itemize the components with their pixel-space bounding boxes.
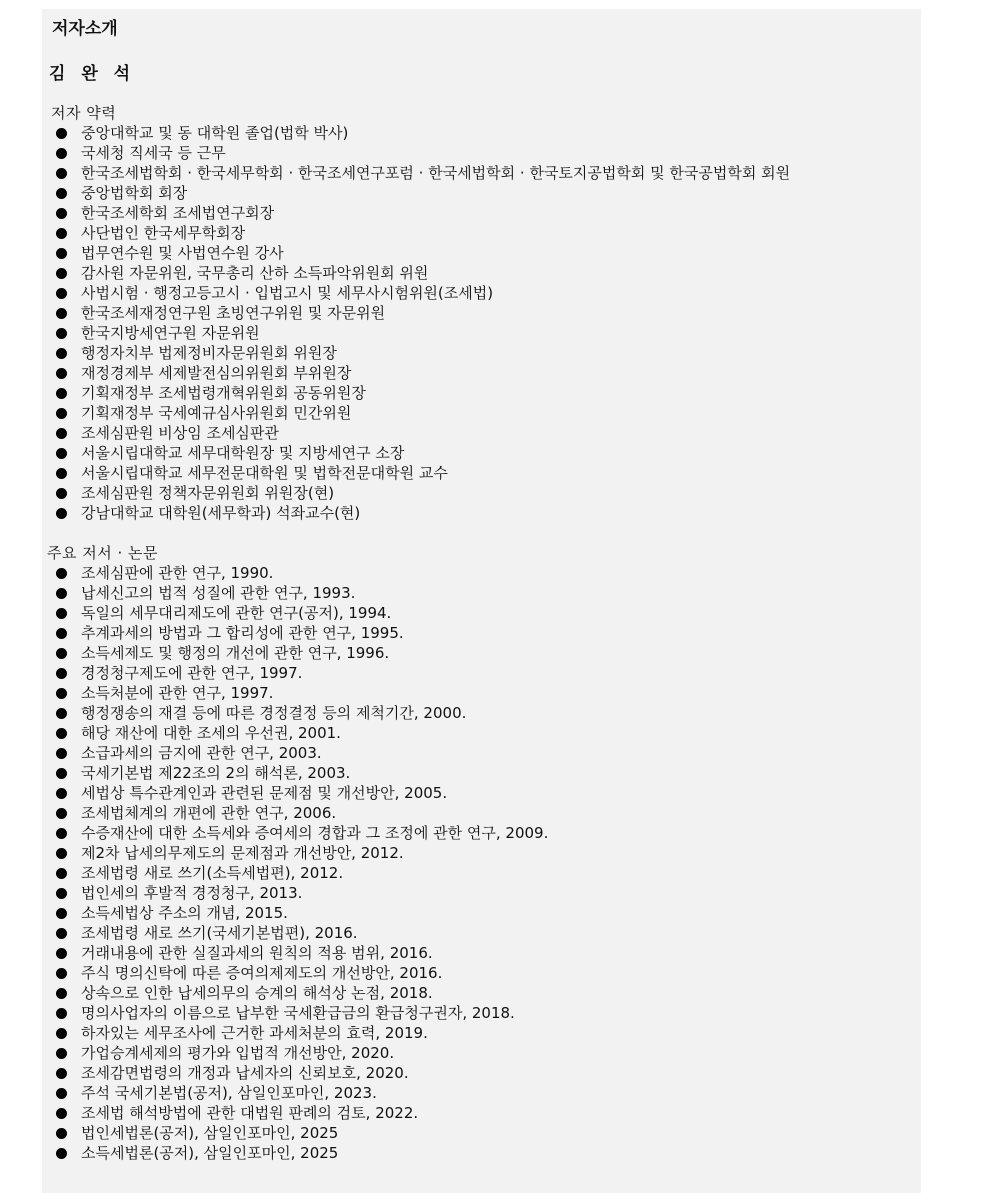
bullet-icon xyxy=(56,588,67,599)
work-item-text: 조세법체계의 개편에 관한 연구, 2006. xyxy=(81,804,337,822)
bullet-icon xyxy=(56,248,67,259)
bullet-icon xyxy=(56,228,67,239)
work-item xyxy=(56,943,548,963)
work-item-text: 법인세의 후발적 경정청구, 2013. xyxy=(81,884,303,902)
bullet-icon xyxy=(56,388,67,399)
work-item-text: 소득세법론(공저), 삼일인포마인, 2025 xyxy=(81,1144,339,1162)
bullet-icon xyxy=(56,348,67,359)
work-item-text: 주식 명의신탁에 따른 증여의제제도의 개선방안, 2016. xyxy=(81,964,443,982)
work-item xyxy=(56,1083,548,1103)
work-item xyxy=(56,1003,548,1023)
career-item xyxy=(56,463,790,483)
bullet-icon xyxy=(56,308,67,319)
work-item-text: 행정쟁송의 재결 등에 따른 경정결정 등의 제척기간, 2000. xyxy=(81,704,467,722)
work-item-text: 주석 국세기본법(공저), 삼일인포마인, 2023. xyxy=(81,1084,377,1102)
career-item-text: 기획재정부 조세법령개혁위원회 공동위원장 xyxy=(81,384,366,402)
work-item-text: 조세심판에 관한 연구, 1990. xyxy=(81,564,274,582)
career-item-text: 한국조세법학회 · 한국세무학회 · 한국조세연구포럼 · 한국세법학회 · 한국토지공법학회 및 한국공법학회 회원 xyxy=(81,164,791,182)
work-item xyxy=(56,963,548,983)
bullet-icon xyxy=(56,368,67,379)
bullet-icon xyxy=(56,988,67,999)
career-item-text: 사법시험 · 행정고등고시 · 입법고시 및 세무사시험위원(조세법) xyxy=(81,284,494,302)
bullet-icon xyxy=(56,748,67,759)
work-item-text: 수증재산에 대한 소득세와 증여세의 경합과 그 조정에 관한 연구, 2009. xyxy=(81,824,549,842)
work-item xyxy=(56,1143,548,1163)
work-item-text: 세법상 특수관계인과 관련된 문제점 및 개선방안, 2005. xyxy=(81,784,448,802)
works-list xyxy=(56,563,548,1163)
career-item xyxy=(56,283,790,303)
work-item xyxy=(56,923,548,943)
work-item xyxy=(56,683,548,703)
author-name: 김 완 석 xyxy=(49,64,136,84)
career-item-text: 재정경제부 세제발전심의위원회 부위원장 xyxy=(81,364,352,382)
bullet-icon xyxy=(56,568,67,579)
career-item-text: 중앙법학회 회장 xyxy=(81,184,188,202)
career-item-text: 국세청 직세국 등 근무 xyxy=(81,144,226,162)
work-item xyxy=(56,643,548,663)
career-item xyxy=(56,483,790,503)
career-item xyxy=(56,363,790,383)
bullet-icon xyxy=(56,448,67,459)
work-item xyxy=(56,623,548,643)
bullet-icon xyxy=(56,1028,67,1039)
career-item xyxy=(56,403,790,423)
bullet-icon xyxy=(56,968,67,979)
career-item xyxy=(56,243,790,263)
career-item-text: 서울시립대학교 세무대학원장 및 지방세연구 소장 xyxy=(81,444,405,462)
work-item-text: 제2차 납세의무제도의 문제점과 개선방안, 2012. xyxy=(81,844,404,862)
career-item xyxy=(56,223,790,243)
bullet-icon xyxy=(56,688,67,699)
bullet-icon xyxy=(56,1048,67,1059)
bullet-icon xyxy=(56,188,67,199)
bullet-icon xyxy=(56,328,67,339)
work-item-text: 소득처분에 관한 연구, 1997. xyxy=(81,684,274,702)
bullet-icon xyxy=(56,668,67,679)
work-item xyxy=(56,563,548,583)
bullet-icon xyxy=(56,888,67,899)
work-item-text: 하자있는 세무조사에 근거한 과세처분의 효력, 2019. xyxy=(81,1024,428,1042)
work-item xyxy=(56,603,548,623)
work-item xyxy=(56,783,548,803)
career-item-text: 감사원 자문위원, 국무총리 산하 소득파악위원회 위원 xyxy=(81,264,429,282)
work-item xyxy=(56,883,548,903)
career-item xyxy=(56,163,790,183)
work-item xyxy=(56,743,548,763)
work-item-text: 명의사업자의 이름으로 납부한 국세환급금의 환급청구권자, 2018. xyxy=(81,1004,515,1022)
bullet-icon xyxy=(56,728,67,739)
bullet-icon xyxy=(56,908,67,919)
bullet-icon xyxy=(56,708,67,719)
work-item-text: 경정청구제도에 관한 연구, 1997. xyxy=(81,664,303,682)
bullet-icon xyxy=(56,428,67,439)
work-item xyxy=(56,803,548,823)
work-item-text: 법인세법론(공저), 삼일인포마인, 2025 xyxy=(81,1124,339,1142)
work-item-text: 소득세법상 주소의 개념, 2015. xyxy=(81,904,288,922)
bullet-icon xyxy=(56,1068,67,1079)
bullet-icon xyxy=(56,1128,67,1139)
work-item-text: 조세법령 새로 쓰기(소득세법편), 2012. xyxy=(81,864,344,882)
work-item xyxy=(56,583,548,603)
work-item-text: 소득세제도 및 행정의 개선에 관한 연구, 1996. xyxy=(81,644,390,662)
career-item xyxy=(56,123,790,143)
work-item xyxy=(56,823,548,843)
bullet-icon xyxy=(56,768,67,779)
career-item xyxy=(56,343,790,363)
bullet-icon xyxy=(56,868,67,879)
work-item xyxy=(56,1023,548,1043)
career-item-text: 서울시립대학교 세무전문대학원 및 법학전문대학원 교수 xyxy=(81,464,448,482)
career-item-text: 행정자치부 법제정비자문위원회 위원장 xyxy=(81,344,337,362)
bullet-icon xyxy=(56,608,67,619)
work-item-text: 조세감면법령의 개정과 납세자의 신뢰보호, 2020. xyxy=(81,1064,409,1082)
bullet-icon xyxy=(56,288,67,299)
work-item-text: 소급과세의 금지에 관한 연구, 2003. xyxy=(81,744,322,762)
career-item-text: 조세심판원 정책자문위원회 위원장(현) xyxy=(81,484,335,502)
work-item xyxy=(56,663,548,683)
work-item-text: 독일의 세무대리제도에 관한 연구(공저), 1994. xyxy=(81,604,392,622)
career-item xyxy=(56,303,790,323)
bullet-icon xyxy=(56,1008,67,1019)
works-section-title: 주요 저서 · 논문 xyxy=(47,544,159,562)
bullet-icon xyxy=(56,408,67,419)
bullet-icon xyxy=(56,848,67,859)
bullet-icon xyxy=(56,468,67,479)
work-item xyxy=(56,1063,548,1083)
bullet-icon xyxy=(56,948,67,959)
career-item xyxy=(56,203,790,223)
career-item-text: 중앙대학교 및 동 대학원 졸업(법학 박사) xyxy=(81,124,349,142)
work-item xyxy=(56,903,548,923)
career-item xyxy=(56,263,790,283)
work-item-text: 국세기본법 제22조의 2의 해석론, 2003. xyxy=(81,764,351,782)
career-item xyxy=(56,443,790,463)
work-item xyxy=(56,843,548,863)
bullet-icon xyxy=(56,1088,67,1099)
bullet-icon xyxy=(56,208,67,219)
work-item xyxy=(56,703,548,723)
work-item-text: 추계과세의 방법과 그 합리성에 관한 연구, 1995. xyxy=(81,624,404,642)
career-section-title: 저자 약력 xyxy=(51,104,117,122)
bullet-icon xyxy=(56,648,67,659)
career-item xyxy=(56,503,790,523)
career-list xyxy=(56,123,790,523)
career-item xyxy=(56,183,790,203)
bullet-icon xyxy=(56,928,67,939)
work-item-text: 상속으로 인한 납세의무의 승계의 해석상 논점, 2018. xyxy=(81,984,433,1002)
career-item-text: 강남대학교 대학원(세무학과) 석좌교수(현) xyxy=(81,504,361,522)
career-item xyxy=(56,423,790,443)
bullet-icon xyxy=(56,828,67,839)
career-item xyxy=(56,143,790,163)
bullet-icon xyxy=(56,1148,67,1159)
bullet-icon xyxy=(56,148,67,159)
work-item xyxy=(56,763,548,783)
career-item-text: 사단법인 한국세무학회장 xyxy=(81,224,246,242)
work-item-text: 가업승계세제의 평가와 입법적 개선방안, 2020. xyxy=(81,1044,395,1062)
career-item-text: 법무연수원 및 사법연수원 강사 xyxy=(81,244,284,262)
work-item-text: 거래내용에 관한 실질과세의 원칙의 적용 범위, 2016. xyxy=(81,944,433,962)
bullet-icon xyxy=(56,1108,67,1119)
work-item xyxy=(56,1123,548,1143)
bullet-icon xyxy=(56,628,67,639)
work-item-text: 해당 재산에 대한 조세의 우선권, 2001. xyxy=(81,724,341,742)
bullet-icon xyxy=(56,488,67,499)
bullet-icon xyxy=(56,128,67,139)
page-heading: 저자소개 xyxy=(52,19,118,39)
career-item-text: 한국지방세연구원 자문위원 xyxy=(81,324,260,342)
work-item xyxy=(56,1043,548,1063)
bullet-icon xyxy=(56,508,67,519)
career-item-text: 한국조세재정연구원 초빙연구위원 및 자문위원 xyxy=(81,304,386,322)
work-item xyxy=(56,983,548,1003)
work-item-text: 조세법령 새로 쓰기(국세기본법편), 2016. xyxy=(81,924,358,942)
work-item xyxy=(56,723,548,743)
bullet-icon xyxy=(56,788,67,799)
work-item-text: 조세법 해석방법에 관한 대법원 판례의 검토, 2022. xyxy=(81,1104,419,1122)
career-item-text: 기획재정부 국세예규심사위원회 민간위원 xyxy=(81,404,352,422)
work-item xyxy=(56,1103,548,1123)
bullet-icon xyxy=(56,808,67,819)
career-item xyxy=(56,323,790,343)
bullet-icon xyxy=(56,268,67,279)
career-item-text: 한국조세학회 조세법연구회장 xyxy=(81,204,275,222)
work-item xyxy=(56,863,548,883)
career-item xyxy=(56,383,790,403)
work-item-text: 납세신고의 법적 성질에 관한 연구, 1993. xyxy=(81,584,356,602)
career-item-text: 조세심판원 비상임 조세심판관 xyxy=(81,424,279,442)
bullet-icon xyxy=(56,168,67,179)
